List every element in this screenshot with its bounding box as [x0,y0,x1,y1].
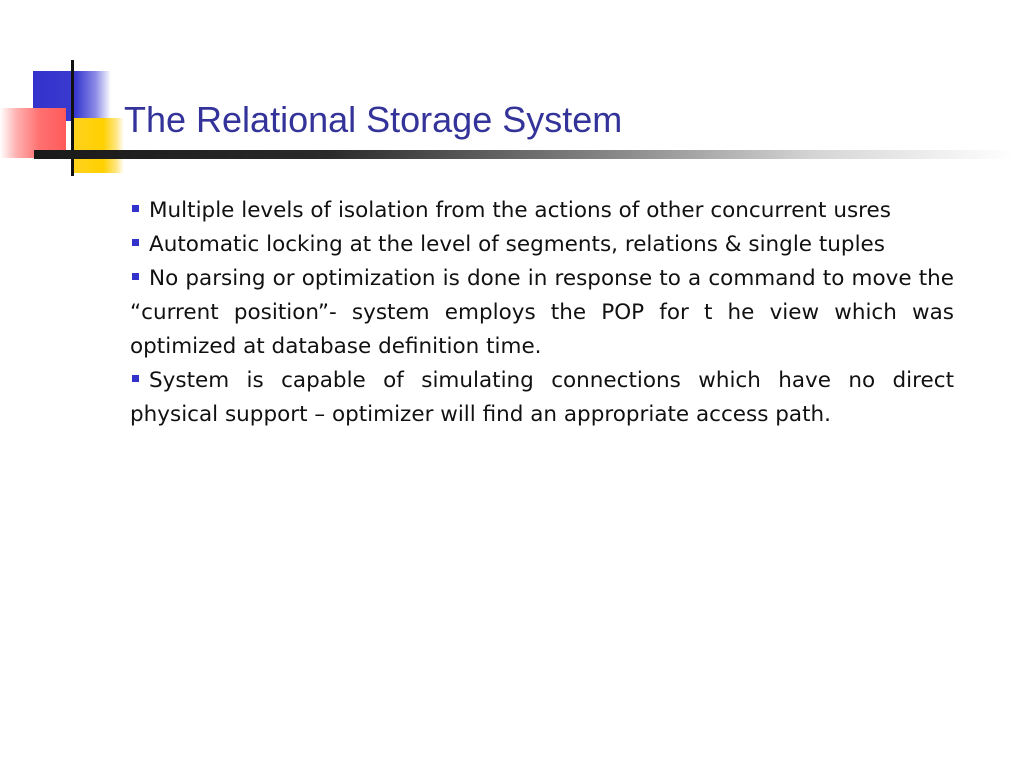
bullet-item-2 [130,228,954,262]
title-underline-bar [34,150,1014,159]
bullet-text: Multiple levels of isolation from the actions of other concurrent usres [149,198,891,223]
bullet-item-3 [130,262,954,364]
bullet-list [130,194,954,432]
square-bullet-icon [132,375,139,382]
bullet-text: System is capable of simulating connections which have no direct physical support – optimizer will find an appropriate access path. [130,368,954,427]
slide-title: The Relational Storage System [124,99,623,140]
square-bullet-icon [132,239,139,246]
square-bullet-icon [132,205,139,212]
bullet-item-1 [130,194,954,228]
decorative-yellow-square [72,118,124,173]
bullet-item-4 [130,364,954,432]
bullet-text: No parsing or optimization is done in response to a command to move the “current position”- system employs the POP for t he view which was optimized at database definition time. [130,266,954,359]
bullet-text: Automatic locking at the level of segments, relations & single tuples [149,232,885,257]
square-bullet-icon [132,273,139,280]
